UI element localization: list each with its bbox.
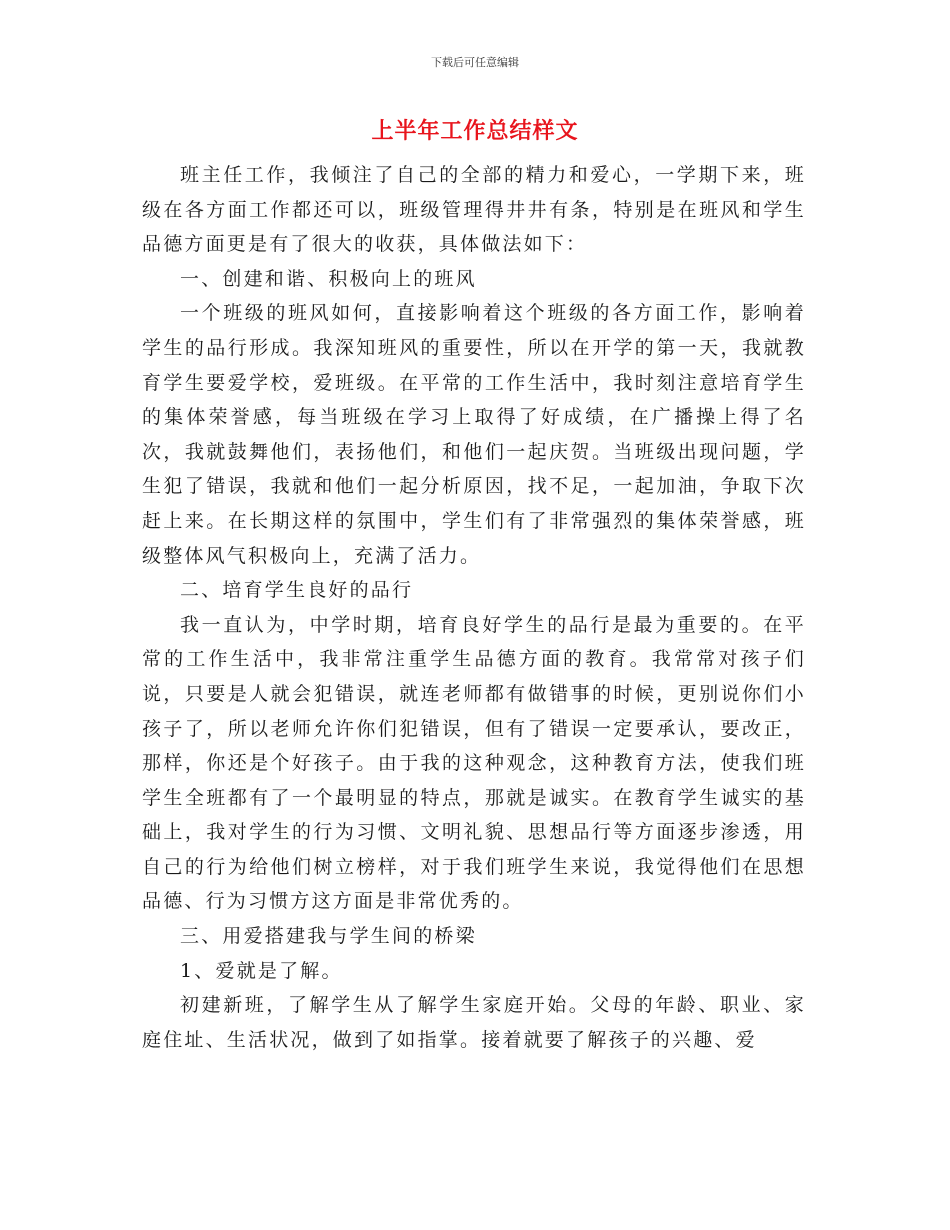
paragraph-subsection-1: 初建新班，了解学生从了解学生家庭开始。父母的年龄、职业、家庭住址、生活状况，做到了如指掌。接着就要了解孩子的兴趣、爱: [142, 994, 806, 1051]
header-note: 下载后可任意编辑: [431, 56, 519, 69]
paragraph-section-1: 一个班级的班风如何，直接影响着这个班级的各方面工作，影响着学生的品行形成。我深知班风的重要性，所以在开学的第一天，我就教育学生要爱学校，爱班级。在平常的工作生活中，我时刻注意培育学生的集体荣誉感，每当班级在学习上取得了好成绩，在广播操上得了名次，我就鼓舞他们，表扬他们，和他们一起庆贺。当班级出现问题，学生犯了错误，我就和他们一起分析原因，找不足，一起加油，争取下次赶上来。在长期这样的氛围中，学生们有了非常强烈的集体荣誉感，班级整体风气积极向上，充满了活力。: [142, 302, 806, 567]
section-heading-2: 二、培育学生良好的品行: [180, 579, 414, 602]
document-title: 上半年工作总结样文: [371, 119, 579, 144]
paragraph-section-2: 我一直认为，中学时期，培育良好学生的品行是最为重要的。在平常的工作生活中，我非常注重学生品德方面的教育。我常常对孩子们说，只要是人就会犯错误，就连老师都有做错事的时候，更别说你们小孩子了，所以老师允许你们犯错误，但有了错误一定要承认，要改正，那样，你还是个好孩子。由于我的这种观念，这种教育方法，使我们班学生全班都有了一个最明显的特点，那就是诚实。在教育学生诚实的基础上，我对学生的行为习惯、文明礼貌、思想品行等方面逐步渗透，用自己的行为给他们树立榜样，对于我们班学生来说，我觉得他们在思想品德、行为习惯方这方面是非常优秀的。: [142, 613, 806, 913]
paragraph-intro: 班主任工作，我倾注了自己的全部的精力和爱心，一学期下来，班级在各方面工作都还可以，班级管理得井井有条，特别是在班风和学生品德方面更是有了很大的收获，具体做法如下：: [142, 164, 806, 256]
section-heading-1: 一、创建和谐、积极向上的班风: [180, 267, 477, 290]
section-heading-3: 三、用爱搭建我与学生间的桥梁: [180, 925, 477, 948]
document-body: [142, 158, 806, 1057]
subsection-heading-1: 1、爱就是了解。: [180, 959, 343, 982]
